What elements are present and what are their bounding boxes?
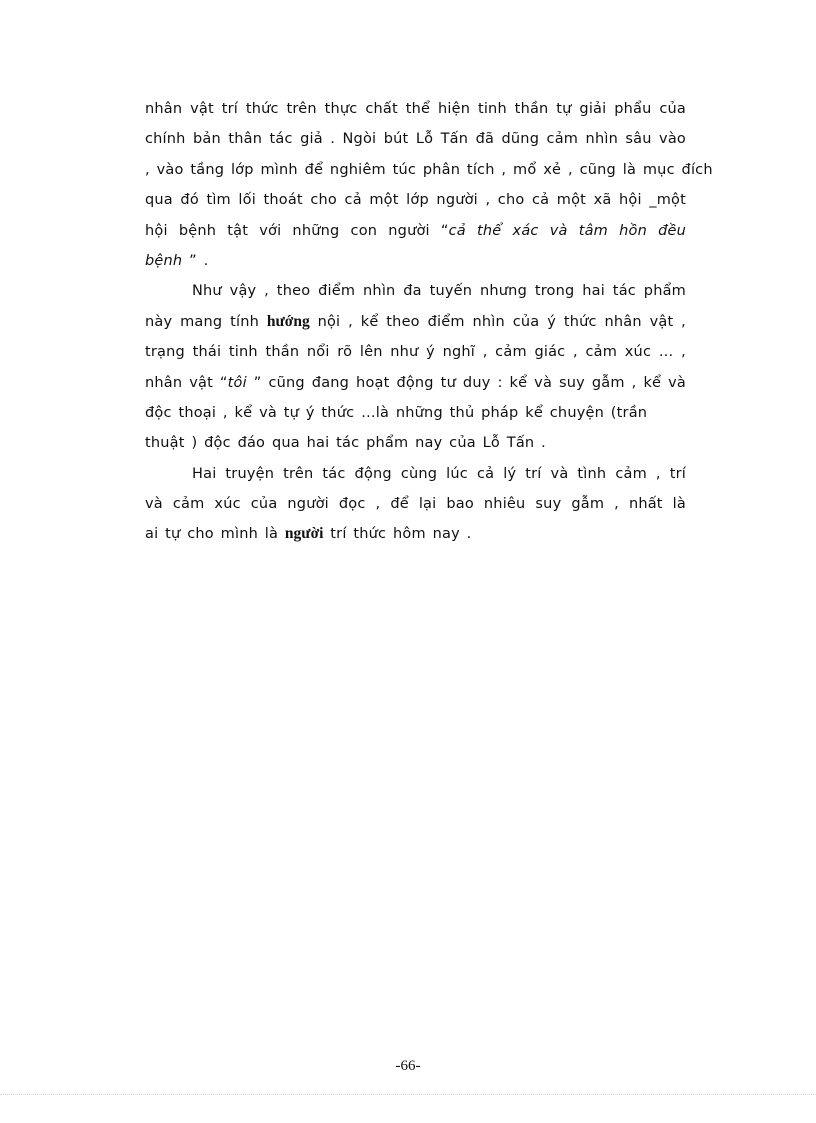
- text-segment: ai tự cho mình là: [145, 526, 285, 543]
- text-segment: Như vậy , theo điểm nhìn đa tuyến nhưng trong hai tác phẩm: [192, 283, 686, 300]
- italic-text: bệnh: [145, 252, 183, 269]
- text-line: [145, 185, 686, 215]
- text-segment: ” cũng đang hoạt động tư duy : kể và suy gẫm , kể và: [246, 374, 686, 391]
- text-segment: nhân vật trí thức trên thực chất thể hiện tinh thần tự giải phẩu của: [145, 101, 686, 117]
- text-line: [145, 124, 686, 154]
- text-line: [145, 246, 686, 276]
- text-line: [145, 519, 686, 549]
- text-line: [145, 398, 686, 428]
- text-segment: này mang tính: [145, 313, 267, 330]
- text-segment: qua đó tìm lối thoát cho cả một lớp người , cho cả một xã hội _một: [145, 192, 686, 209]
- bold-text: người: [284, 525, 324, 543]
- text-segment: ” .: [182, 252, 209, 269]
- body-text: [145, 94, 713, 550]
- text-line: [145, 155, 713, 185]
- text-segment: , vào tầng lớp mình để nghiêm túc phân tích , mổ xẻ , cũng là mục đích: [145, 161, 713, 178]
- text-line: [145, 94, 686, 124]
- text-segment: chính bản thân tác giả . Ngòi bút Lỗ Tấn đã dũng cảm nhìn sâu vào: [145, 131, 686, 148]
- text-segment: và cảm xúc của người đọc , để lại bao nhiêu suy gẫm , nhất là: [145, 496, 686, 513]
- text-line: [145, 489, 686, 519]
- text-segment: Hai truyện trên tác động cùng lúc cả lý trí và tình cảm , trí: [192, 465, 686, 482]
- page-bottom-divider: [0, 1094, 816, 1095]
- page-number: -66-: [395, 1058, 421, 1074]
- text-line: [145, 337, 686, 367]
- text-segment: trạng thái tinh thần nổi rõ lên như ý nghĩ , cảm giác , cảm xúc … ,: [145, 344, 686, 361]
- bold-text: hướng: [266, 312, 310, 330]
- text-line: [145, 276, 686, 306]
- text-line: [145, 428, 686, 458]
- text-segment: thuật ) độc đáo qua hai tác phẩm nay của Lỗ Tấn .: [145, 435, 546, 452]
- italic-text: cả thể xác và tâm hồn đều: [448, 222, 686, 239]
- text-segment: hội bệnh tật với những con người “: [145, 222, 449, 239]
- text-segment: độc thoại , kể và tự ý thức …là những thủ pháp kể chuyện (trần: [145, 404, 648, 421]
- text-segment: trí thức hôm nay .: [323, 526, 472, 543]
- text-line: [145, 459, 686, 489]
- italic-text: tôi: [227, 374, 247, 391]
- text-segment: nội , kể theo điểm nhìn của ý thức nhân vật ,: [309, 313, 686, 330]
- text-line: [145, 307, 686, 337]
- text-line: [145, 216, 686, 246]
- text-line: [145, 368, 686, 398]
- text-segment: nhân vật “: [145, 374, 228, 391]
